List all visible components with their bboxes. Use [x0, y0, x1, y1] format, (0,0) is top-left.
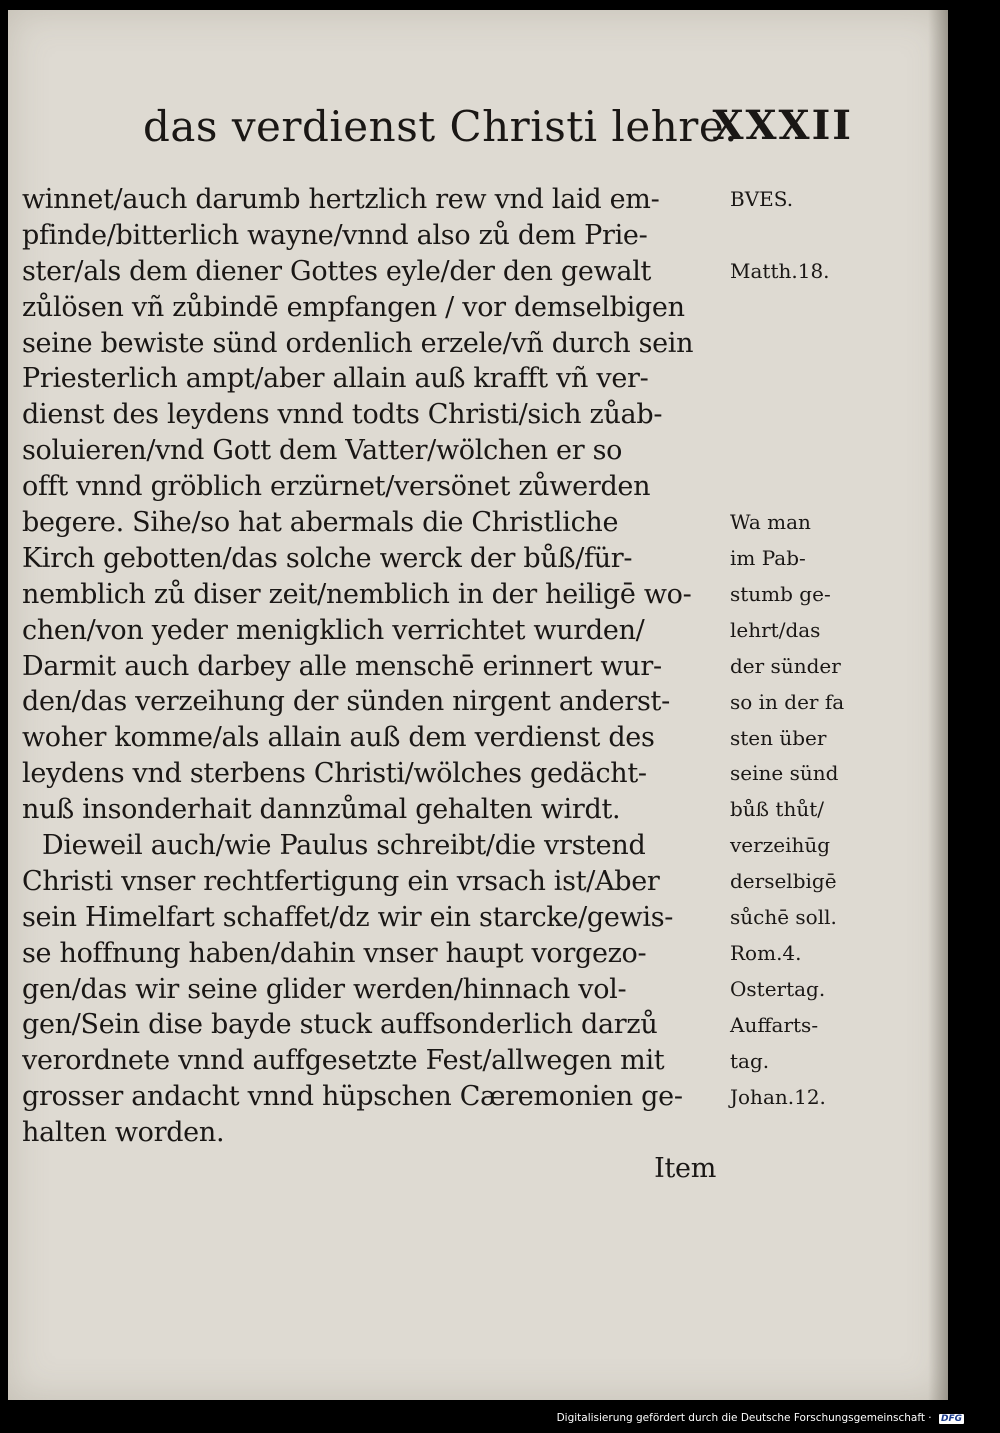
margin-note: Auffarts-: [730, 1012, 819, 1037]
page-gutter-shadow: [928, 10, 948, 1400]
text-line: den/das verzeihung der sünden nirgent anderst-: [22, 686, 670, 718]
margin-notes: [730, 182, 880, 1382]
text-line: pfinde/bitterlich wayne/vnnd also zů dem Prie-: [22, 219, 648, 251]
text-line: Dieweil auch/wie Paulus schreibt/die vrstend: [42, 830, 646, 862]
text-line: dienst des leydens vnnd todts Christi/sich zůab-: [22, 399, 663, 431]
margin-note: tag.: [730, 1048, 770, 1073]
text-line: se hoffnung haben/dahin vnser haupt vorgezo-: [22, 937, 647, 969]
text-line: seine bewiste sünd ordenlich erzele/vñ durch sein: [22, 327, 694, 359]
text-line: nuß insonderhait dannzůmal gehalten wirdt.: [22, 794, 621, 826]
text-line: chen/von yeder menigklich verrichtet wurden/: [22, 614, 645, 646]
text-line: halten worden.: [22, 1117, 225, 1149]
margin-note: Wa man: [730, 510, 811, 535]
margin-note: verzeihūg: [730, 833, 831, 858]
margin-note: BVES.: [730, 187, 794, 211]
margin-note: Matth.18.: [730, 258, 830, 283]
margin-note: Johan.12.: [730, 1084, 826, 1109]
margin-note: seine sünd: [730, 761, 839, 786]
text-line: nemblich zů diser zeit/nemblich in der heiligē wo-: [22, 578, 692, 610]
text-line: leydens vnd sterbens Christi/wölches gedächt-: [22, 758, 647, 790]
margin-note: der sünder: [730, 653, 841, 678]
margin-note: lehrt/das: [730, 617, 821, 642]
text-line: ster/als dem diener Gottes eyle/der den gewalt: [22, 255, 652, 287]
body-text: [22, 182, 845, 1187]
text-line: offt vnnd gröblich erzürnet/versönet zůwerden: [22, 471, 651, 503]
margin-note: so in der fa: [730, 689, 845, 714]
text-line: Item: [654, 1153, 716, 1185]
text-line: zůlösen vñ zůbindē empfangen / vor demselbigen: [22, 291, 685, 323]
text-line: soluieren/vnd Gott dem Vatter/wölchen er so: [22, 435, 623, 467]
text-line: begere. Sihe/so hat abermals die Christliche: [22, 507, 619, 539]
margin-note: derselbigē: [730, 869, 837, 894]
text-line: winnet/auch darumb hertzlich rew vnd laid em-: [22, 184, 660, 215]
footer-credit: [557, 1412, 964, 1424]
scanned-page: [8, 10, 948, 1400]
margin-note: bůß thůt/: [730, 797, 824, 822]
text-line: Priesterlich ampt/aber allain auß krafft vñ ver-: [22, 363, 649, 395]
margin-note: Rom.4.: [730, 940, 802, 965]
footer-separator: ·: [928, 1412, 932, 1424]
text-line: sein Himelfart schaffet/dz wir ein starcke/gewis-: [22, 901, 674, 933]
margin-note: sůchē soll.: [730, 905, 837, 929]
text-line: gen/das wir seine glider werden/hinnach vol-: [22, 973, 627, 1005]
margin-note: im Pab-: [730, 546, 806, 570]
text-line: Darmit auch darbey alle menschē erinnert wur-: [22, 650, 662, 682]
footer-credit-text: Digitalisierung gefördert durch die Deutsche Forschungsgemeinschaft: [556, 1412, 925, 1424]
text-line: gen/Sein dise bayde stuck auffsonderlich darzů: [22, 1009, 658, 1041]
margin-note: sten über: [730, 725, 827, 750]
folio-number: XXXII: [712, 102, 853, 149]
dfg-logo: DFG: [940, 1414, 962, 1424]
text-line: grosser andacht vnnd hüpschen Cæremonien ge-: [22, 1081, 683, 1113]
text-line: verordnete vnnd auffgesetzte Fest/allwegen mit: [22, 1045, 665, 1077]
text-line: Christi vnser rechtfertigung ein vrsach ist/Aber: [22, 865, 660, 897]
margin-note: stumb ge-: [730, 581, 831, 606]
page-header: [143, 102, 853, 172]
text-line: woher komme/als allain auß dem verdienst des: [22, 722, 655, 754]
margin-note: Ostertag.: [730, 976, 826, 1001]
text-line: Kirch gebotten/das solche werck der bůß/für-: [22, 542, 633, 574]
running-head: das verdienst Christi lehre.: [143, 102, 739, 151]
